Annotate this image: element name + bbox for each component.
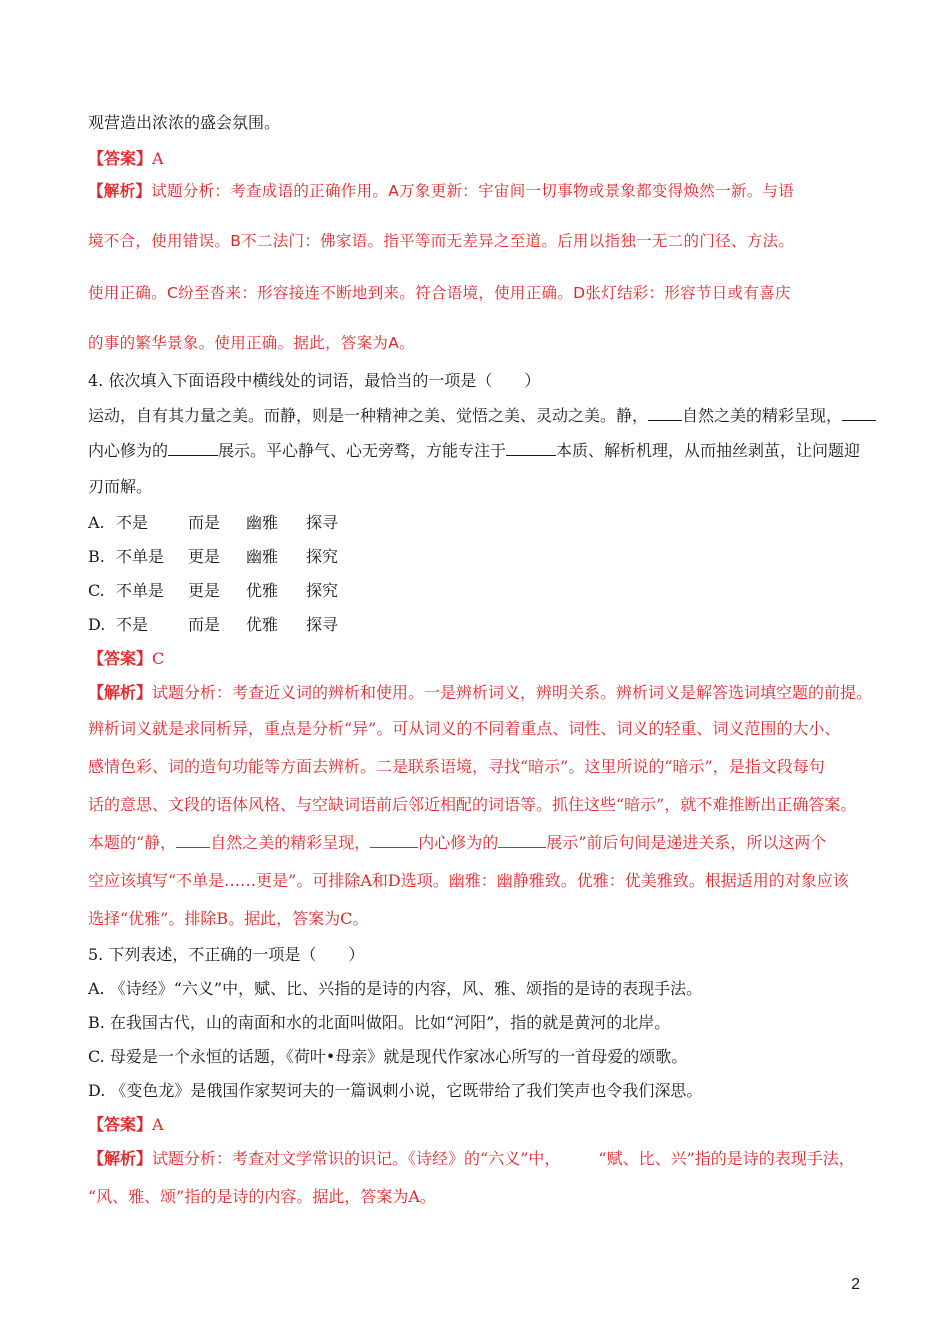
q4-stem: 4. 依次填入下面语段中横线处的词语，最恰当的一项是（ ） — [88, 371, 541, 390]
answer-value: A — [152, 1115, 164, 1134]
analysis-tag: 【解析】 — [88, 683, 153, 702]
q4-passage-line-3: 刃而解。 — [88, 477, 153, 496]
answer-value: C — [152, 649, 165, 668]
blank-3 — [168, 441, 218, 456]
answer-tag: 【答案】 — [88, 149, 153, 168]
blank-2 — [842, 406, 876, 421]
q3-analysis-line-4: 的事的繁华景象。使用正确。据此，答案为A。 — [88, 334, 415, 352]
blank-4 — [506, 441, 556, 456]
answer-tag: 【答案】 — [88, 1115, 153, 1134]
analysis-tag: 【解析】 — [88, 1149, 153, 1168]
q3-analysis-line-3: 使用正确。C纷至沓来：形容接连不断地到来。符合语境，使用正确。D张灯结彩：形容节日或有喜庆 — [88, 284, 791, 302]
q4-analysis-line-1: 【解析】试题分析：考查近义词的辨析和使用。一是辨析词义，辨明关系。辨析词义是解答选词填空题的前提。 — [88, 683, 873, 702]
page-number: 2 — [851, 1276, 860, 1293]
q5-stem: 5. 下列表述，不正确的一项是（ ） — [88, 945, 365, 964]
q4-analysis-line-5: 本题的“静， 自然之美的精彩呈现， 内心修为的 展示”前后句间是递进关系，所以这两个 — [88, 833, 827, 852]
q3-analysis-line-2: 境不合，使用错误。B不二法门：佛家语。指平等而无差异之至道。后用以指独一无二的门径、方法。 — [88, 232, 795, 250]
q4-analysis-line-4: 话的意思、文段的语体风格、与空缺词语前后邻近相配的词语等。抓住这些“暗示”，就不难推断出正确答案。 — [88, 795, 857, 814]
answer-tag: 【答案】 — [88, 649, 153, 668]
q5-option-c: C. 母爱是一个永恒的话题，《荷叶•母亲》就是现代作家冰心所写的一首母爱的颂歌。 — [88, 1047, 688, 1066]
analysis-tag: 【解析】 — [88, 182, 152, 200]
q4-option-b: B. 不单是 更是 幽雅 探究 — [88, 547, 339, 566]
q5-answer — [88, 1114, 164, 1136]
q4-option-c: C. 不单是 更是 优雅 探究 — [88, 581, 339, 600]
q3-answer — [88, 148, 164, 170]
q4-analysis-line-6: 空应该填写“不单是……更是”。可排除A和D选项。幽雅：幽静雅致。优雅：优美雅致。根据适用的对象应该 — [88, 871, 849, 890]
q4-passage-line-1: 运动，自有其力量之美。而静，则是一种精神之美、觉悟之美、灵动之美。静， 自然之美的精彩呈现， — [88, 405, 876, 427]
q4-answer — [88, 648, 164, 670]
q4-analysis-line-3: 感情色彩、词的造句功能等方面去辨析。二是联系语境，寻找“暗示”。这里所说的“暗示”，是指文段每句 — [88, 757, 825, 776]
q4-analysis-line-2: 辨析词义就是求同析异，重点是分析“异”。可从词义的不同着重点、词性、词义的轻重、词义范围的大小、 — [88, 719, 841, 738]
q4-analysis-line-7: 选择“优雅”。排除B。据此，答案为C。 — [88, 909, 369, 928]
q4-option-a: A. 不是 而是 幽雅 探寻 — [88, 513, 339, 532]
q5-option-d: D. 《变色龙》是俄国作家契诃夫的一篇讽刺小说，它既带给了我们笑声也令我们深思。 — [88, 1081, 703, 1100]
q4-option-d: D. 不是 而是 优雅 探寻 — [88, 615, 339, 634]
q5-analysis-line-2: “风、雅、颂”指的是诗的内容。据此，答案为A。 — [88, 1187, 436, 1206]
blank-1 — [648, 406, 682, 421]
answer-value: A — [152, 149, 164, 168]
q5-option-a: A. 《诗经》“六义”中，赋、比、兴指的是诗的内容，风、雅、颂指的是诗的表现手法。 — [88, 979, 703, 998]
q3-tail-text: 观营造出浓浓的盛会氛围。 — [88, 113, 281, 132]
q3-analysis-line-1: 【解析】试题分析：考查成语的正确作用。A万象更新：宇宙间一切事物或景象都变得焕然一新。与语 — [88, 182, 795, 200]
q5-option-b: B. 在我国古代，山的南面和水的北面叫做阳。比如“河阳”，指的就是黄河的北岸。 — [88, 1013, 671, 1032]
q5-analysis-line-1: 【解析】试题分析：考查对文学常识的识记。《诗经》的“六义”中， “赋、比、兴”指的是诗的表现手法， — [88, 1149, 855, 1168]
q4-passage-line-2: 内心修为的 展示。平心静气、心无旁骛，方能专注于 本质、解析机理，从而抽丝剥茧，让问题迎 — [88, 441, 861, 460]
